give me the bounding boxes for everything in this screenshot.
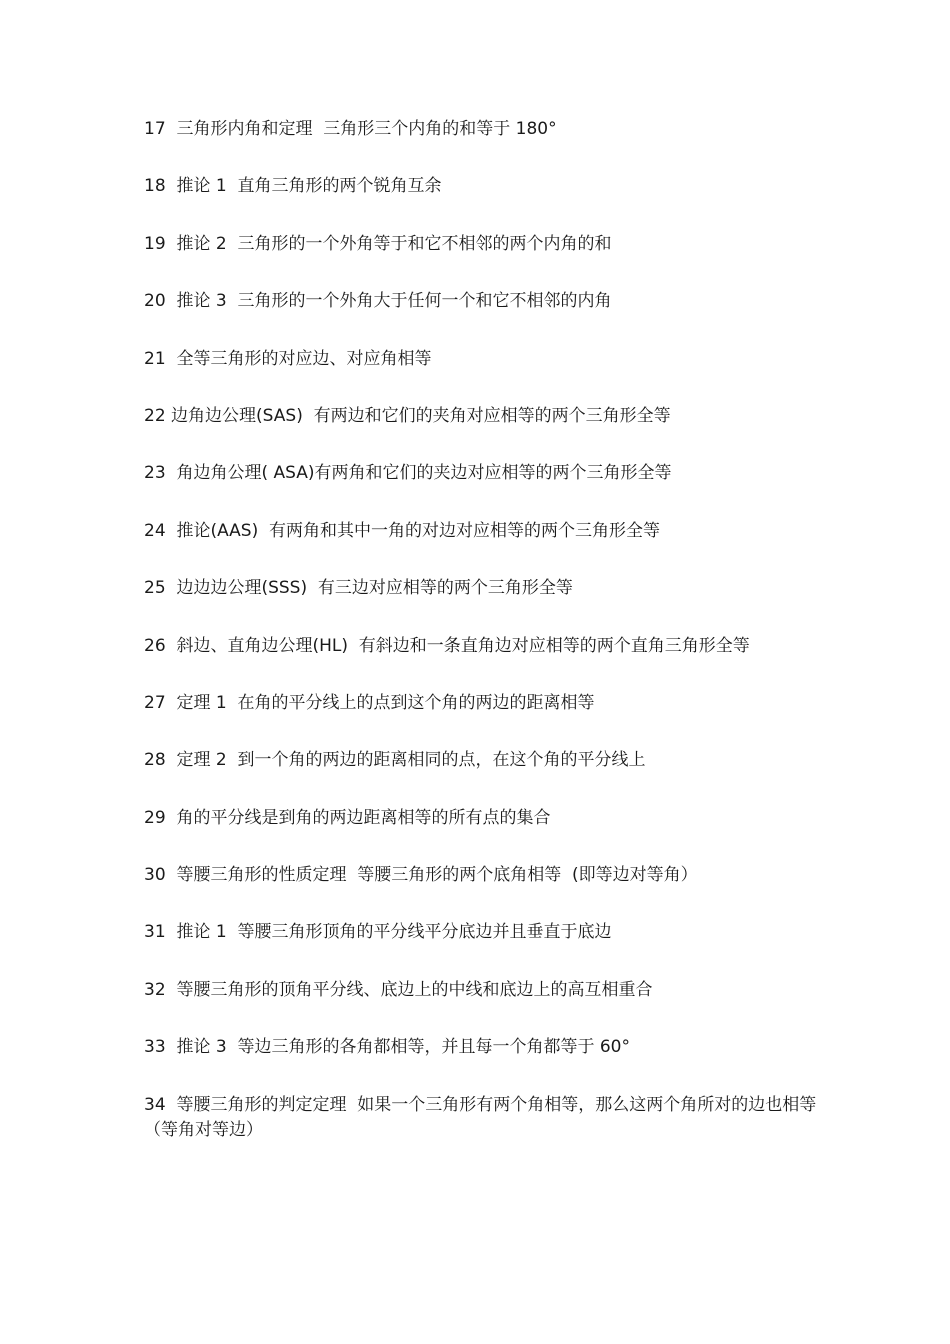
theorem-list <box>144 117 824 1175</box>
theorem-item-34: 34 等腰三角形的判定定理 如果一个三角形有两个角相等，那么这两个角所对的边也相等（等角对等边） <box>144 1094 817 1140</box>
theorem-item-20: 20 推论 3 三角形的一个外角大于任何一个和它不相邻的内角 <box>144 291 612 312</box>
theorem-item-32: 32 等腰三角形的顶角平分线、底边上的中线和底边上的高互相重合 <box>144 979 653 1000</box>
theorem-item-30: 30 等腰三角形的性质定理 等腰三角形的两个底角相等 (即等边对等角） <box>144 865 698 886</box>
theorem-item-26: 26 斜边、直角边公理(HL) 有斜边和一条直角边对应相等的两个直角三角形全等 <box>144 635 750 656</box>
theorem-item-21: 21 全等三角形的对应边、对应角相等 <box>144 348 432 369</box>
theorem-item-19: 19 推论 2 三角形的一个外角等于和它不相邻的两个内角的和 <box>144 233 612 254</box>
theorem-item-22: 22 边角边公理(SAS) 有两边和它们的夹角对应相等的两个三角形全等 <box>144 405 671 426</box>
theorem-item-24: 24 推论(AAS) 有两角和其中一角的对边对应相等的两个三角形全等 <box>144 520 661 541</box>
theorem-item-31: 31 推论 1 等腰三角形顶角的平分线平分底边并且垂直于底边 <box>144 922 612 943</box>
theorem-item-18: 18 推论 1 直角三角形的两个锐角互余 <box>144 176 442 197</box>
theorem-item-25: 25 边边边公理(SSS) 有三边对应相等的两个三角形全等 <box>144 578 573 599</box>
theorem-item-29: 29 角的平分线是到角的两边距离相等的所有点的集合 <box>144 807 551 828</box>
theorem-item-27: 27 定理 1 在角的平分线上的点到这个角的两边的距离相等 <box>144 692 595 713</box>
theorem-item-17: 17 三角形内角和定理 三角形三个内角的和等于 180° <box>144 119 557 139</box>
theorem-item-33: 33 推论 3 等边三角形的各角都相等，并且每一个角都等于 60° <box>144 1037 631 1058</box>
theorem-item-23: 23 角边角公理( ASA)有两角和它们的夹边对应相等的两个三角形全等 <box>144 463 672 484</box>
theorem-item-28: 28 定理 2 到一个角的两边的距离相同的点，在这个角的平分线上 <box>144 750 646 771</box>
